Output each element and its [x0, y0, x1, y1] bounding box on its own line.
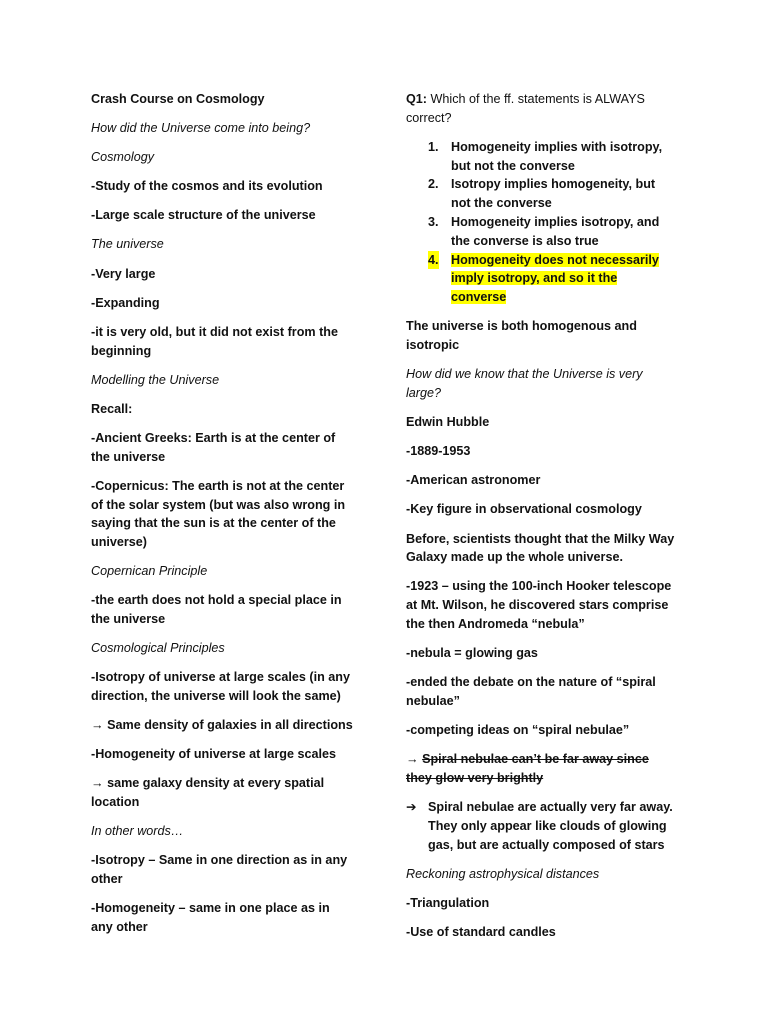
struck-idea [406, 750, 676, 788]
competing-ideas: -competing ideas on “spiral nebulae” [406, 723, 630, 738]
q1-options [406, 138, 676, 307]
homogeneity-implication [91, 774, 353, 812]
copernicus-point: -Copernicus: The earth is not at the center of the solar system (but was also wrong in saying that the sun is at the center of the universe) [91, 478, 346, 550]
homogeneity-point: -Homogeneity of universe at large scales [91, 747, 336, 762]
distance-method-1: -Triangulation [406, 895, 490, 910]
other-words-heading: In other words… [91, 824, 184, 839]
origin-question: How did the Universe come into being? [91, 121, 311, 136]
arrow-icon: → [91, 718, 104, 733]
universe-heading: The universe [91, 237, 164, 252]
distances-heading: Reckoning astrophysical distances [406, 866, 600, 881]
spiral-far-text: Spiral nebulae are actually very far away. They only appear like clouds of glowing gas, but are actually composed of stars [428, 800, 673, 852]
q1-option-2: 2. Isotropy implies homogeneity, but not the converse [428, 177, 656, 211]
q1-question [406, 90, 676, 128]
struck-idea-text: Spiral nebulae can’t be far away since they glow very brightly [406, 752, 649, 785]
cosmological-heading: Cosmological Principles [91, 641, 225, 656]
left-column [91, 90, 353, 947]
distance-method-2: -Use of standard candles [406, 924, 556, 939]
isotropy-definition: -Isotropy – Same in one direction as in any other [91, 853, 348, 887]
hubble-years: -1889-1953 [406, 444, 471, 459]
isotropy-implication-text: Same density of galaxies in all directions [107, 718, 353, 733]
before-note: Before, scientists thought that the Milky Way Galaxy made up the whole universe. [406, 531, 675, 565]
cosmology-point-1: -Study of the cosmos and its evolution [91, 179, 323, 194]
nebula-definition: -nebula = glowing gas [406, 646, 538, 661]
hubble-heading: Edwin Hubble [406, 415, 490, 430]
arrow-icon: → [406, 752, 419, 767]
q1-label: Q1: [406, 92, 427, 106]
debate-ended: -ended the debate on the nature of “spiral nebulae” [406, 675, 656, 708]
cosmology-heading: Cosmology [91, 150, 154, 165]
hubble-role: -American astronomer [406, 473, 541, 488]
isotropy-point: -Isotropy of universe at large scales (in any direction, the universe will look the same) [91, 670, 350, 704]
copernican-heading: Copernican Principle [91, 564, 208, 579]
bullet-arrow-icon: ➔ [406, 800, 417, 815]
recall-label: Recall: [91, 401, 133, 416]
spiral-far-bullet [406, 798, 676, 854]
discovery-1923: -1923 – using the 100-inch Hooker telescope at Mt. Wilson, he discovered stars comprise the then Andromeda “nebula” [406, 579, 672, 631]
greeks-point: -Ancient Greeks: Earth is at the center of the universe [91, 430, 336, 464]
q1-option-3: 3. Homogeneity implies isotropy, and the converse is also true [428, 215, 660, 248]
copernican-point: -the earth does not hold a special place in the universe [91, 593, 342, 627]
large-question: How did we know that the Universe is very large? [406, 367, 643, 401]
homogeneity-implication-text: same galaxy density at every spatial location [91, 776, 325, 810]
modelling-heading: Modelling the Universe [91, 372, 220, 387]
q1-text: Which of the ff. statements is ALWAYS correct? [406, 92, 645, 125]
hubble-key-figure: -Key figure in observational cosmology [406, 502, 642, 517]
isotropy-implication [91, 716, 353, 735]
q1-option-1: 1. Homogeneity implies with isotropy, but not the converse [428, 139, 663, 173]
homogeneity-definition: -Homogeneity – same in one place as in any other [91, 901, 330, 935]
arrow-icon: → [91, 776, 104, 791]
right-column [406, 90, 676, 952]
q1-option-4-highlighted: 4. Homogeneity does not necessarily imply isotropy, and so it the converse [428, 252, 659, 305]
universe-point-2: -Expanding [91, 295, 160, 310]
universe-point-3: -it is very old, but it did not exist from the beginning [91, 324, 338, 358]
cosmology-point-2: -Large scale structure of the universe [91, 208, 316, 223]
document-title: Crash Course on Cosmology [91, 92, 265, 106]
answer-note: The universe is both homogenous and isotropic [406, 319, 637, 353]
universe-point-1: -Very large [91, 266, 156, 281]
